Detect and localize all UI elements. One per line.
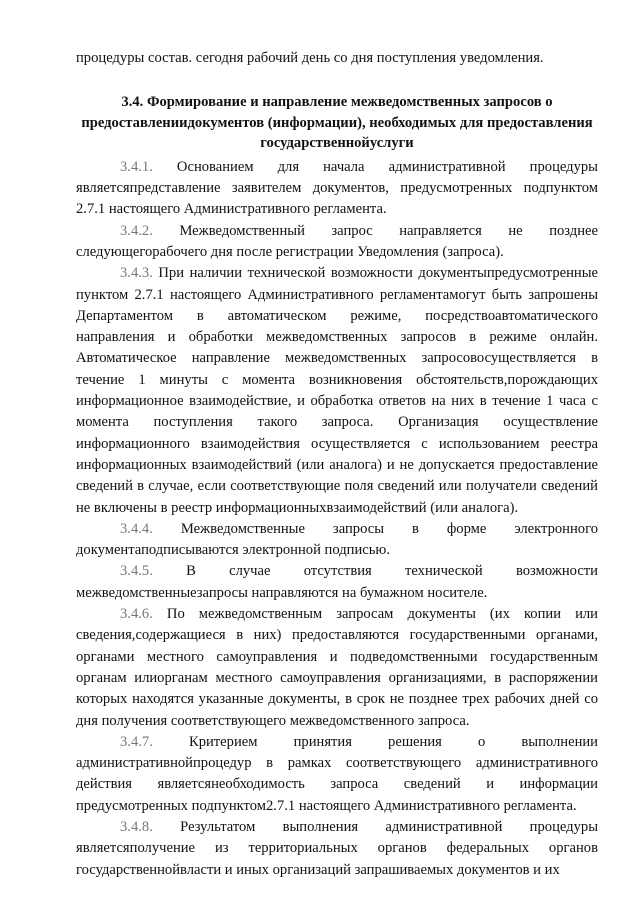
paragraph-3-4-7 bbox=[76, 732, 598, 817]
paragraph-number: 3.4.1. bbox=[120, 158, 153, 175]
paragraph-3-4-3 bbox=[76, 263, 598, 519]
paragraph-number: 3.4.5. bbox=[120, 563, 153, 580]
paragraph-text: В случае отсутствия технической возможности межведомственныезапросы направляются на бумажном носителе. bbox=[76, 563, 598, 601]
paragraph-3-4-2 bbox=[76, 221, 598, 264]
paragraph-3-4-8 bbox=[76, 817, 598, 881]
paragraph-number: 3.4.2. bbox=[120, 222, 153, 239]
paragraph-text: При наличии технической возможности документыпредусмотренные пунктом 2.7.1 настоящего Административного регламентамогут быть запрошены Департаментом в автоматическом режиме, посредствоавтоматического направления и обработки межведомственных запросов в режиме онлайн. Автоматическое направление межведомственных запросовосуществляется в течение 1 минуты с момента возникновения обстоятельств,порождающих информационное взаимодействие, и обработка ответов на них в течение 1 часа с момента поступления такого запроса. Организация осуществление информационного взаимодействия осуществляется с использованием реестра информационных взаимодействий (или аналога) и не допускается предоставление сведений в случае, если соответствующие поля сведений или получатели сведений не включены в реестр информационныхвзаимодействий (или аналога). bbox=[76, 265, 598, 516]
continuation-line: процедуры состав. сегодня рабочий день со дня поступления уведомления. bbox=[76, 50, 544, 66]
paragraph-3-4-1 bbox=[76, 157, 598, 221]
paragraph-text: Критерием принятия решения о выполнении административнойпроцедур в рамках соответствующего административного действия являетсянеобходимость запроса сведений и информации предусмотренных подпунктом2.7.1 настоящего Административного регламента. bbox=[76, 733, 598, 814]
paragraph-number: 3.4.8. bbox=[120, 819, 153, 835]
section-heading: 3.4. Формирование и направление межведомственных запросов о предоставлениидокументов (информации), необходимых для предоставления государственнойуслуги bbox=[81, 94, 593, 152]
paragraph-3-4-4 bbox=[76, 519, 598, 562]
paragraph-text: По межведомственным запросам документы (их копии или сведения,содержащиеся в них) предоставляются государственными органами, органами местного самоуправления и подведомственными государственным органам илиорганам местного самоуправления организациями, в распоряжении которых находятся указанные документы, в срок не позднее трех рабочих дней со дня получения соответствующего межведомственного запроса. bbox=[76, 606, 598, 729]
paragraph-3-4-5 bbox=[76, 561, 598, 604]
paragraph-text: Основанием для начала административной процедуры являетсяпредставление заявителем документов, предусмотренных подпунктом 2.7.1 настоящего Административного регламента. bbox=[76, 158, 598, 218]
paragraph-3-4-6 bbox=[76, 604, 598, 732]
paragraph-number: 3.4.7. bbox=[120, 733, 153, 750]
paragraph-text: Межведомственный запрос направляется не позднее следующегорабочего дня после регистрации Уведомления (запроса). bbox=[76, 222, 598, 260]
paragraph-number: 3.4.3. bbox=[120, 265, 153, 282]
paragraph-number: 3.4.6. bbox=[120, 606, 153, 623]
paragraph-number: 3.4.4. bbox=[120, 520, 153, 537]
paragraph-text: Межведомственные запросы в форме электронного документаподписываются электронной подписью. bbox=[76, 520, 598, 559]
paragraph-text: Результатом выполнения административной процедуры являетсяполучение из территориальных органов федеральных органов государственнойвласти и иных организаций запрашиваемых документов и их bbox=[76, 819, 598, 878]
